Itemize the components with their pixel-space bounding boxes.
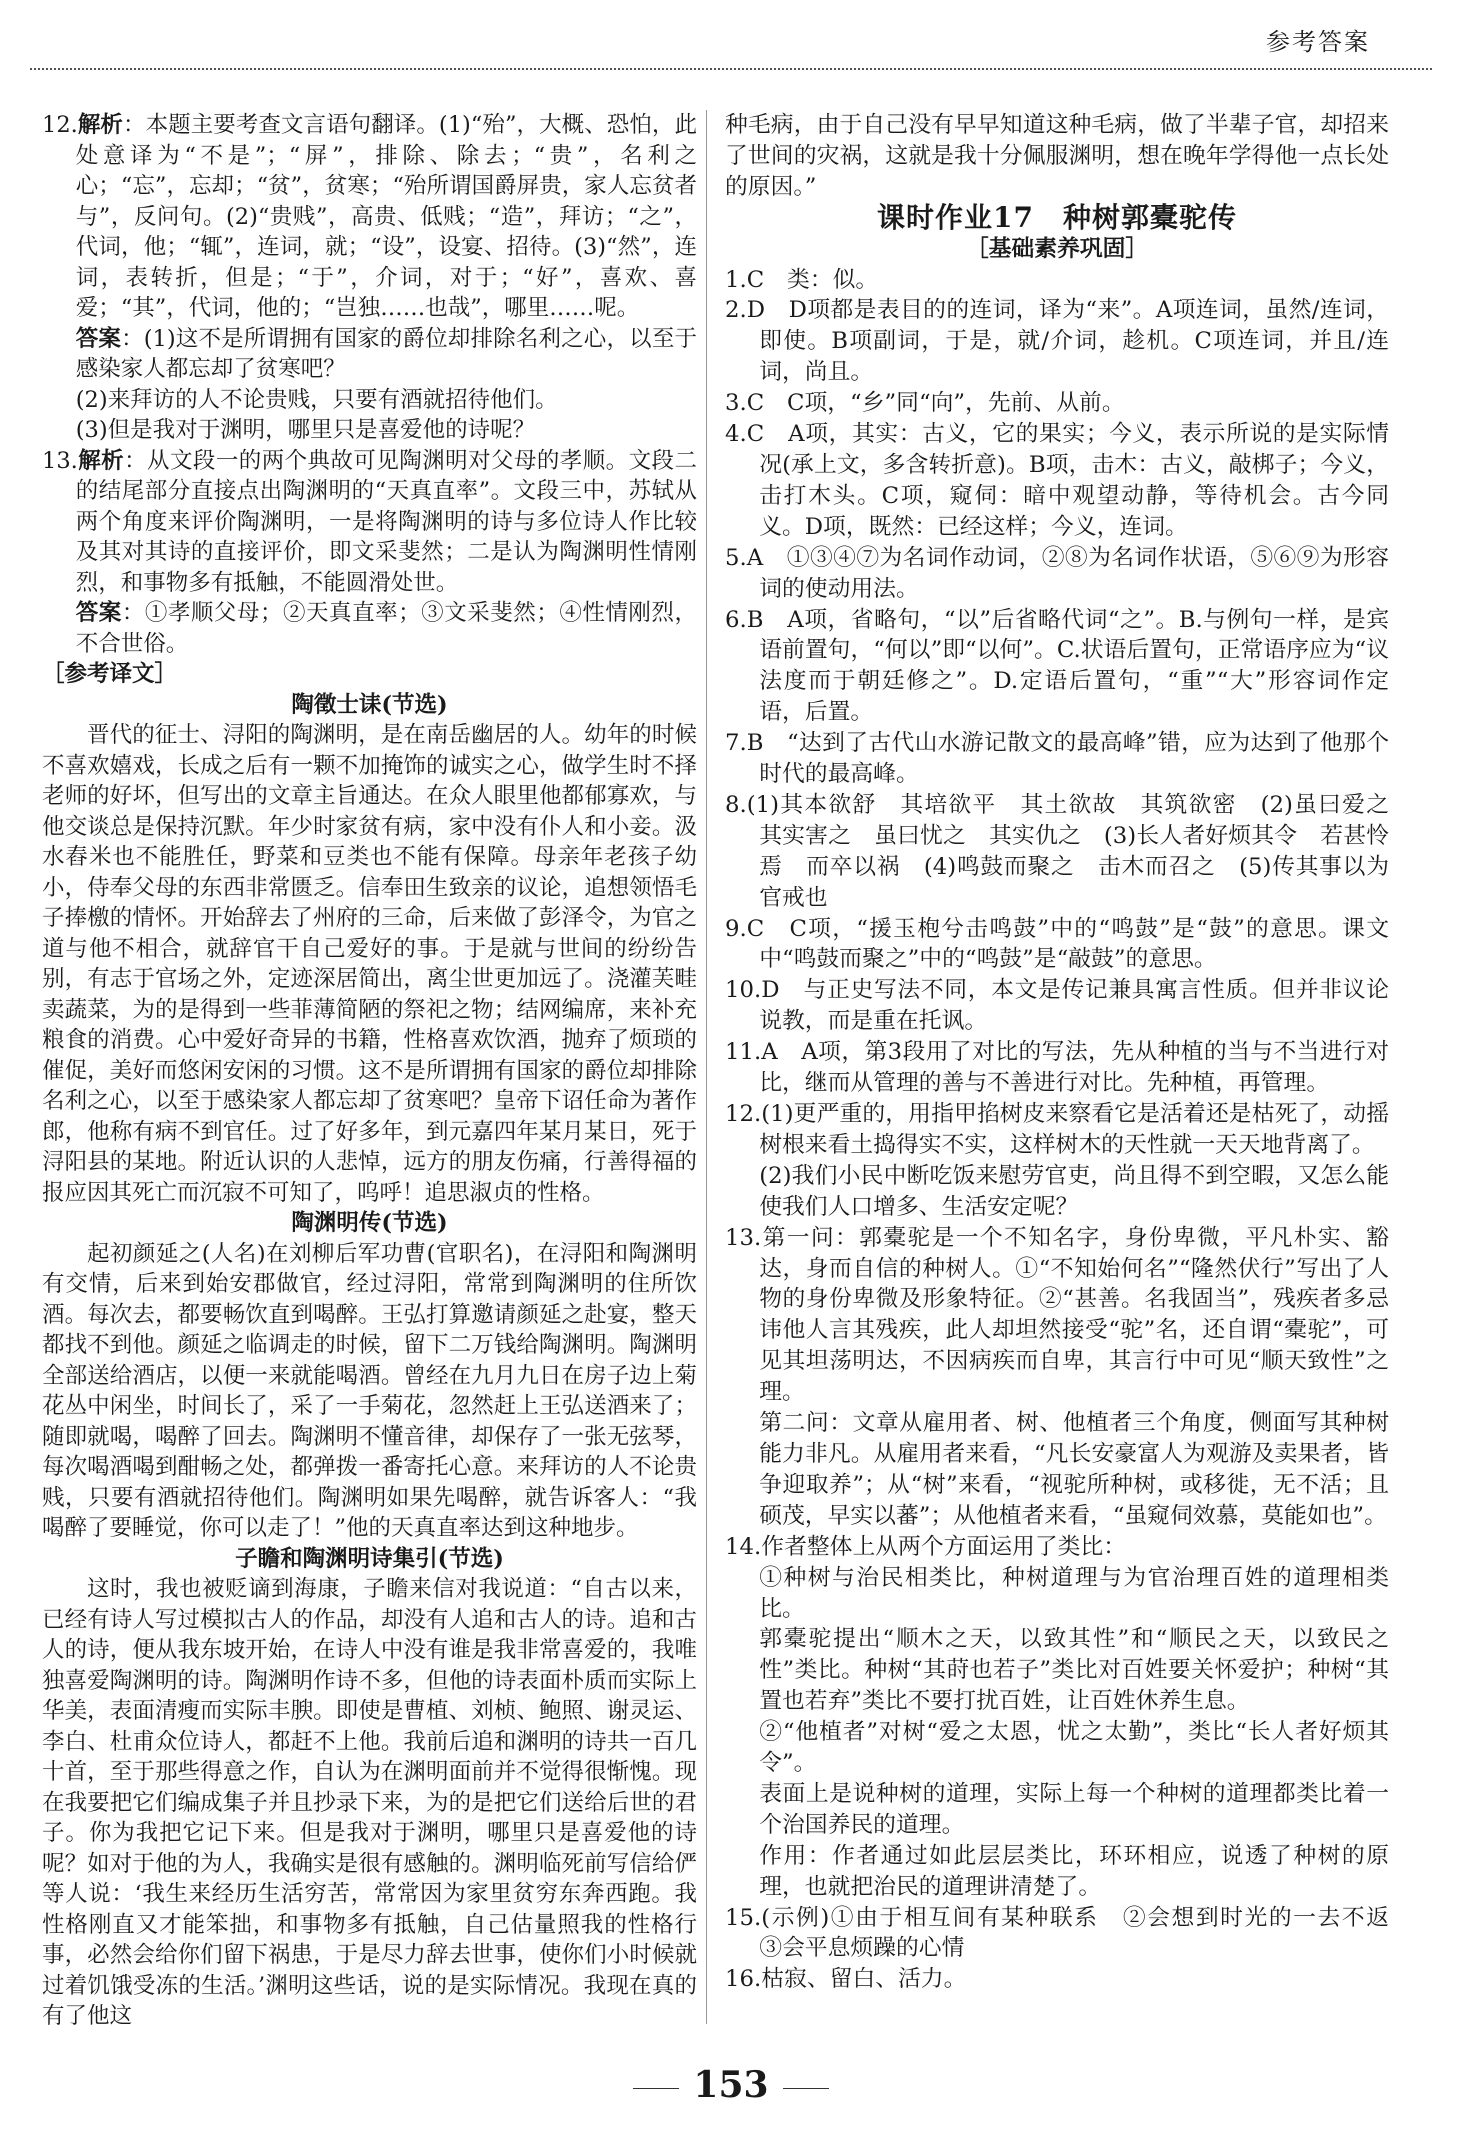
answer-item-text: A ①③④⑦为名词作动词，②⑧为名词作状语，⑤⑥⑨为形容词的使动用法。 [746,544,1389,602]
answer-item-number: 13. [725,1224,762,1251]
answer-item-text: ①种树与治民相类比，种树道理与为官治理百姓的道理相类比。 [759,1564,1389,1622]
answer-item-number: 10. [725,977,762,1004]
section-title-1: 陶徵士诔(节选) [291,691,448,718]
section-title-2: 陶渊明传(节选) [291,1210,448,1236]
column-divider [706,110,707,2024]
answer-item-text: 作用：作者通过如此层层类比，环环相应，说透了种树的原理，也就把治民的道理讲清楚了。 [759,1842,1389,1900]
answer-item [725,1964,1389,1995]
q12-text: 本题主要考查文言语句翻译。(1)“殆”，大概、恐怕，此处意译为“不是”；“屏”，排除、除去；“贵”，名利之心；“忘”，忘却；“贫”，贫寒；“殆所谓国爵屏贵，家人忘贫者与”，反问句。(2)“贵贱”，高贵、低贱；“造”，拜访；“之”，代词，他；“辄”，连词，就；“设”，设宴、招待。(3)“然”，连词，表转折，但是；“于”，介词，对于；“好”，喜欢、喜爱；“其”，代词，他的；“岂独……也哉”，哪里……呢。 [75,112,697,321]
answer-item [725,1408,1389,1532]
answer-item-number: 7. [725,730,747,757]
section-text-2: 起初颜延之(人名)在刘柳后军功曹(官职名)，在浔阳和陶渊明有交情，后来到始安郡做官，经过浔阳，常常到陶渊明的住所饮酒。每次去，都要畅饮直到喝醉。王弘打算邀请颜延之赴宴，整天都找不到他。颜延之临调走的时候，留下二万钱给陶渊明。陶渊明全部送给酒店，以便一来就能喝酒。曾经在九月九日在房子边上菊花丛中闲坐，时间长了，采了一手菊花，忽然赶上王弘送酒来了；随即就喝，喝醉了回去。陶渊明不懂音律，却保存了一张无弦琴，每次喝酒喝到酣畅之处，都弹拨一番寄托心意。来拜访的人不论贵贱，只要有酒就招待他们。陶渊明如果先喝醉，就告诉客人：“我喝醉了要睡觉，你可以走了！”他的天真直率达到这种地步。 [42,1240,697,1541]
answer-item-text: C A项，其实：古义，它的果实；今义，表示所说的是实际情况(承上文，多含转折意)。B项，击木：古义，敲梆子；今义，击打木头。C项，窥伺：暗中观望动静，等待机会。古今同义。D项，既然：已经这样；今义，连词。 [746,421,1389,540]
answer-item-text: 第一问：郭橐驼是一个不知名字，身份卑微，平凡朴实、豁达，身而自信的种树人。①“不知始何名”“隆然伏行”写出了人物的身份卑微及形象特征。②“甚善。名我固当”，残疾者多忌讳他人言其残疾，此人却坦然接受“驼”名，还自谓“橐驼”，可见其坦荡明达，不因病疾而自卑，其言行中可见“顺天致性”之理。 [759,1224,1389,1406]
answer-list [725,265,1412,1996]
q12-analysis: 12.解析：本题主要考查文言语句翻译。(1)“殆”，大概、恐怕，此处意译为“不是”；“屏”，排除、除去；“贵”，名利之心；“忘”，忘却；“贫”，贫寒；“殆所谓国爵屏贵，家人忘贫者与”，反问句。(2)“贵贱”，高贵、低贱；“造”，拜访；“之”，代词，他；“辄”，连词，就；“设”，设宴、招待。(3)“然”，连词，表转折，但是；“于”，介词，对于；“好”，喜欢、喜爱；“其”，代词，他的；“岂独……也哉”，哪里……呢。 [42,112,697,321]
header-rule [30,68,1432,70]
reference-translation-label: ［参考译文］ [42,661,178,687]
answer-item-text: C 类：似。 [746,266,879,293]
answer-item [725,295,1389,388]
answer-item [725,265,1389,296]
q13-answer: 答案：①孝顺父母；②天真直率；③文采斐然；④性情刚烈，不合世俗。 [75,600,697,657]
answer-item-text: (示例)①由于相互间有某种联系 ②会想到时光的一去不返 ③会平息烦躁的心情 [759,1904,1412,1962]
answer-item-text: A A项，第3段用了对比的写法，先从种植的当与不当进行对比，继而从管理的善与不善进行对比。先种植，再管理。 [759,1039,1389,1097]
lesson-title: 课时作业17 种树郭橐驼传 [877,200,1237,234]
answer-item-number: 5. [725,544,747,571]
answer-item [725,1779,1389,1841]
answer-item-number: 2. [725,297,747,324]
q13-answer-label: 答案 [75,600,122,626]
answer-item [725,419,1389,543]
section-sub-label: ［基础素养巩固］ [965,235,1149,262]
answer-item [725,388,1389,419]
answer-item-number: 4. [725,421,747,448]
q13-label: 解析 [77,447,125,474]
left-column [42,110,697,2032]
answer-item-number: 11. [725,1039,762,1066]
answer-item-text: C C项，“援玉枹兮击鸣鼓”中的“鸣鼓”是“鼓”的意思。课文中“鸣鼓而聚之”中的“鸣鼓”是“敲鼓”的意思。 [746,915,1389,973]
answer-item-text: D D项都是表目的的连词，译为“来”。A项连词，虽然/连词，即使。B项副词，于是，就/介词，趁机。C项连词，并且/连词，尚且。 [746,297,1389,386]
answer-item [725,1624,1389,1717]
answer-item-text: B A项，省略句，“以”后省略代词“之”。B.与例句一样，是宾语前置句，“何以”即“以何”。C.状语后置句，正常语序应为“议法度而于朝廷修之”。D.定语后置句，“重”“大”形容词作定语，后置。 [746,606,1389,726]
answer-item [725,1532,1389,1563]
section-text-1: 晋代的征士、浔阳的陶渊明，是在南岳幽居的人。幼年的时候不喜欢嬉戏，长成之后有一颗不加掩饰的诚实之心，做学生时不择老师的好坏，但写出的文章主旨通达。在众人眼里他都郁寡欢，与他交谈总是保持沉默。年少时家贫有病，家中没有仆人和小妾。汲水舂米也不能胜任，野菜和豆类也不能有保障。母亲年老孩子幼小，侍奉父母的东西非常匮乏。信奉田生致亲的议论，追想领悟毛子捧檄的情怀。开始辞去了州府的三命，后来做了彭泽令，为官之道与他不相合，就辞官干自己爱好的事。于是就与世间的纷纷告别，有志于官场之外，定迹深居简出，离尘世更加远了。浇灌芙畦卖蔬菜，为的是得到一些菲薄简陋的祭祀之物；结网编席，来补充粮食的消费。心中爱好奇异的书籍，性格喜欢饮酒，抛弃了烦琐的催促，美好而悠闲安闲的习惯。这不是所谓拥有国家的爵位却排除名利之心，以至于感染家人都忘却了贫寒吧？皇帝下诏任命为著作郎，他称有病不到官任。过了好多年，到元嘉四年某月某日，死于浔阳县的某地。附近认识的人悲悼，远方的朋友伤痛，行善得福的报应因其死亡而沉寂不可知了，呜呼！追思淑贞的性格。 [42,722,697,1206]
page-number [0,2064,1462,2106]
header-tag: 参考答案 [1266,28,1370,56]
answer-item [725,1717,1389,1779]
section-text-3: 这时，我也被贬谪到海康，子瞻来信对我说道：“自古以来，已经有诗人写过模拟古人的作品，却没有人追和古人的诗。追和古人的诗，便从我东坡开始，在诗人中没有谁是我非常喜爱的，我唯独喜爱陶渊明的诗。陶渊明作诗不多，但他的诗表面朴质而实际上华美，表面清瘦而实际丰腴。即使是曹植、刘桢、鲍照、谢灵运、李白、杜甫众位诗人，都赶不上他。我前后追和渊明的诗共一百几十首，至于那些得意之作，自认为在渊明面前并不觉得很惭愧。现在我要把它们编成集子并且抄录下来，为的是把它们送给后世的君子。你为我把它记下来。但是我对于渊明，哪里只是喜爱他的诗呢？如对于他的为人，我确实是很有感触的。渊明临死前写信给俨等人说：‘我生来经历生活穷苦，常常因为家里贫穷东奔西跑。我性格刚直又才能笨拙，和事物多有抵触，自己估量照我的性格行事，必然会给你们留下祸患，于是尽力辞去世事，使你们小时候就过着饥饿受冻的生活。’渊明这些话，说的是实际情况。我现在真的有了他这 [42,1576,697,2029]
answer-item-text: 郭橐驼提出“顺木之天，以致其性”和“顺民之天，以致民之性”类比。种树“其莳也若子”类比对百姓要关怀爱护；种树“其置也若弃”类比不要打扰百姓，让百姓休养生息。 [759,1626,1389,1715]
answer-item [725,605,1389,729]
answer-item [725,1841,1389,1903]
q12-answer-3: (3)但是我对于渊明，哪里只是喜爱他的诗呢？ [75,417,536,443]
answer-item-text: ②“他植者”对树“爱之太恩，忧之太勤”，类比“长人者好烦其令”。 [759,1719,1389,1777]
answer-item-text: 枯寂、留白、活力。 [761,1966,967,1993]
q12-answer-label: 答案 [75,325,122,352]
q13-text: 从文段一的两个典故可见陶渊明对父母的孝顺。文段二的结尾部分直接点出陶渊明的“天真直率”。文段三中，苏轼从两个角度来评价陶渊明，一是将陶渊明的诗与多位诗人作比较及其对其诗的直接评价，即文采斐然；二是认为陶渊明性情刚烈，和事物多有抵触，不能圆滑处世。 [75,447,697,596]
answer-item-text: B “达到了古代山水游记散文的最高峰”错，应为达到了他那个时代的最高峰。 [746,730,1389,788]
answer-item [725,1161,1389,1223]
page-number-dash-right [783,2088,829,2089]
answer-item-text: D 与正史写法不同，本文是传记兼具寓言性质。但并非议论说教，而是重在托讽。 [759,977,1389,1035]
answer-item [725,914,1389,976]
q12-answer-2: (2)来拜访的人不论贵贱，只要有酒就招待他们。 [75,386,558,413]
page-number-dash-left [633,2088,679,2089]
answer-item-text: 第二问：文章从雇用者、树、他植者三个角度，侧面写其种树能力非凡。从雇用者来看，“凡长安豪富人为观游及卖果者，皆争迎取养”；从“树”来看，“视驼所种树，或移徙，无不活；且硕茂，早实以蕃”；从他植者来看，“虽窥伺效慕，莫能如也”。 [759,1410,1389,1529]
answer-item [725,1903,1412,1965]
answer-item-number: 14. [725,1533,762,1560]
answer-item [725,1223,1389,1408]
answer-item-text: (2)我们小民中断吃饭来慰劳官吏，尚且得不到空暇，又怎么能使我们人口增多、生活安定呢？ [759,1162,1389,1220]
answer-item [725,975,1389,1037]
answer-item-text: (1)更严重的，用指甲掐树皮来察看它是活着还是枯死了，动摇树根来看土捣得实不实，这样树木的天性就一天天地背离了。 [759,1101,1389,1158]
page-number-text: 153 [693,2064,769,2106]
answer-item [725,1099,1389,1161]
answer-item-number: 6. [725,606,747,633]
answer-item-number: 9. [725,915,747,942]
answer-item [725,543,1389,605]
q12-label: 解析 [77,112,123,138]
answer-item-text: 作者整体上从两个方面运用了类比： [761,1533,1127,1560]
answer-item-number: 15. [725,1904,762,1931]
q12-answer: 答案：(1)这不是所谓拥有国家的爵位却排除名利之心，以至于感染家人都忘却了贫寒吧？ [75,325,697,382]
continuation-text: 种毛病，由于自己没有早早知道这种毛病，做了半辈子官，却招来了世间的灾祸，这就是我十分佩服渊明，想在晚年学得他一点长处的原因。” [725,112,1389,200]
answer-item-number: 8. [725,791,747,818]
answer-item [725,1037,1389,1099]
q12-answer-1: (1)这不是所谓拥有国家的爵位却排除名利之心，以至于感染家人都忘却了贫寒吧？ [75,325,697,382]
answer-item-text: 表面上是说种树的道理，实际上每一个种树的道理都类比着一个治国养民的道理。 [759,1780,1389,1838]
q13-answer-text: ①孝顺父母；②天真直率；③文采斐然；④性情刚烈，不合世俗。 [75,600,697,657]
section-title-3: 子瞻和陶渊明诗集引(节选) [235,1545,504,1572]
answer-item-number: 16. [725,1966,762,1993]
answer-item-number: 3. [725,390,747,417]
right-column [725,110,1412,1995]
q13-analysis: 13.解析：从文段一的两个典故可见陶渊明对父母的孝顺。文段二的结尾部分直接点出陶渊明的“天真直率”。文段三中，苏轼从两个角度来评价陶渊明，一是将陶渊明的诗与多位诗人作比较及其对其诗的直接评价，即文采斐然；二是认为陶渊明性情刚烈，和事物多有抵触，不能圆滑处世。 [42,447,697,596]
answer-item-text: C C项，“乡”同“向”，先前、从前。 [746,390,1125,417]
answer-item-number: 12. [725,1101,762,1127]
answer-item-number: 1. [725,266,747,293]
answer-item-text: (1)其本欲舒 其培欲平 其土欲故 其筑欲密 (2)虽曰爱之 其实害之 虽曰忧之 其实仇之 (3)长人者好烦其令 若甚怜焉 而卒以祸 (4)鸣鼓而聚之 击木而召之 (5)传其事以为官戒也 [746,791,1412,911]
q12-number: 12. [42,112,78,138]
answer-item [725,790,1412,914]
answer-item [725,728,1389,790]
q13-number: 13. [42,447,78,474]
answer-item [725,1563,1389,1625]
